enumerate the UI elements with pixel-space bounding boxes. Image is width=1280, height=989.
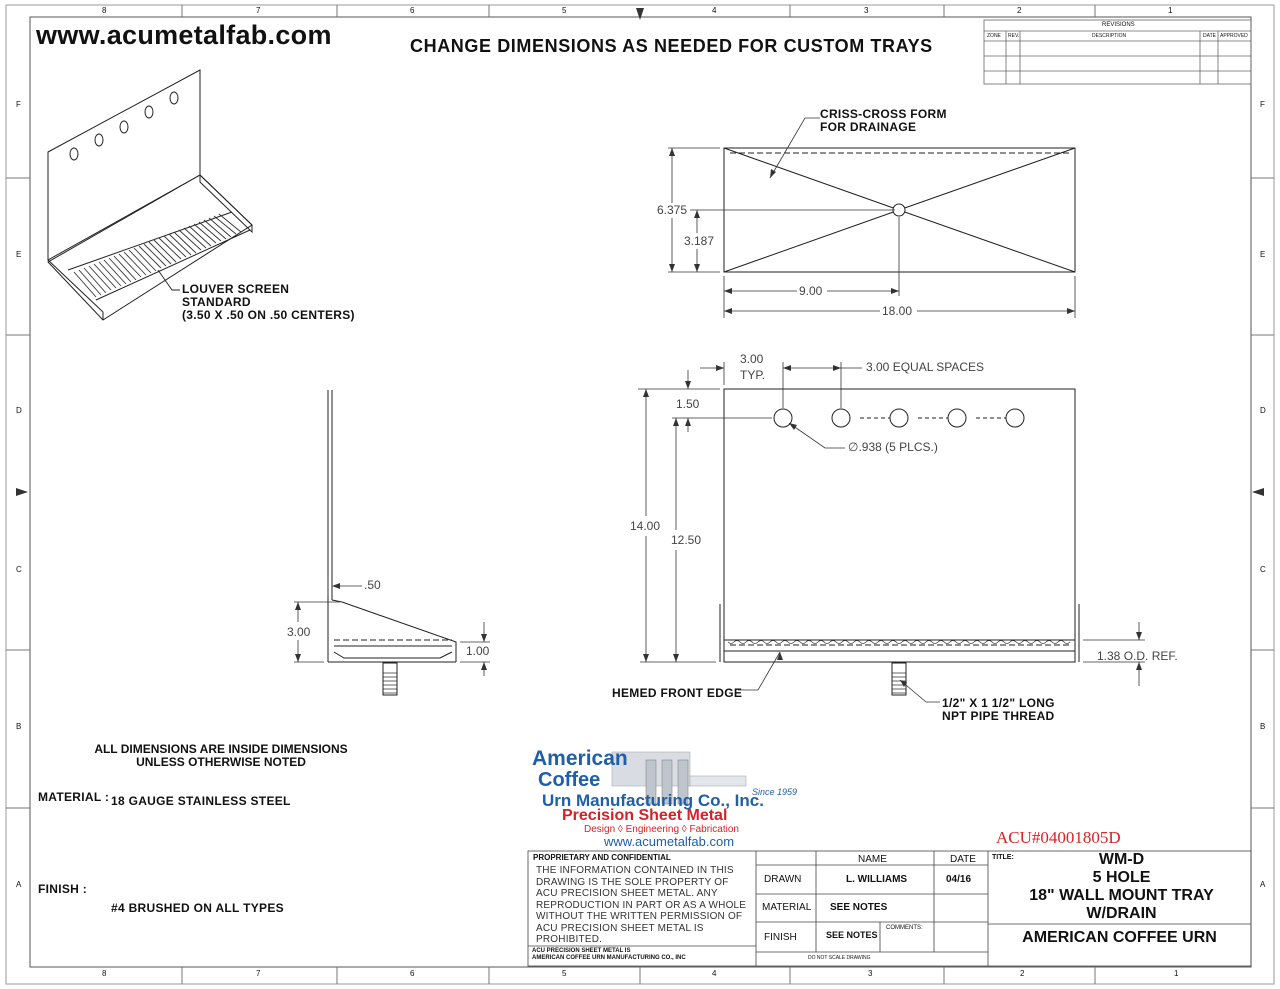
page-headline: CHANGE DIMENSIONS AS NEEDED FOR CUSTOM TRAYS [410, 36, 933, 56]
company-name: AMERICAN COFFEE URN [1022, 929, 1217, 946]
tb-finish-value: SEE NOTES [826, 930, 878, 940]
zone-col-6: 6 [410, 6, 415, 15]
zone-row-b: B [16, 722, 22, 731]
zone-row-c-right: C [1260, 565, 1266, 574]
louver-label-line1: LOUVER SCREEN [182, 282, 290, 296]
proprietary-line-6: ACU PRECISION SHEET METAL IS [536, 922, 704, 934]
finish-label: FINISH : [38, 882, 88, 896]
website-heading: www.acumetalfab.com [36, 20, 332, 50]
date-header: DATE [950, 854, 976, 865]
zone-col-5: 5 [562, 6, 567, 15]
louver-label-line3: (3.50 X .50 ON .50 CENTERS) [182, 308, 355, 322]
dim-front-300: 3.00 [740, 352, 764, 366]
proprietary-text [536, 865, 746, 946]
rev-header-approved: APPROVED [1220, 33, 1248, 39]
zone-col-4: 4 [712, 6, 717, 15]
dim-6375: 6.375 [657, 203, 688, 217]
zone-col-6-bottom: 6 [410, 969, 415, 978]
logo-since: Since 1959 [752, 787, 798, 797]
title-line-2: 5 HOLE [1092, 869, 1151, 886]
drawing-title [992, 851, 1251, 923]
pipe-thread-line2: NPT PIPE THREAD [942, 709, 1055, 723]
tb-material-value: SEE NOTES [830, 902, 888, 913]
logo-url: www.acumetalfab.com [604, 834, 735, 849]
drawn-label: DRAWN [764, 874, 802, 885]
name-header: NAME [858, 854, 887, 865]
louver-label-line2: STANDARD [182, 295, 251, 309]
zone-col-2-bottom: 2 [1020, 969, 1025, 978]
dim-front-spacing: 3.00 EQUAL SPACES [866, 360, 985, 374]
dim-side-300: 3.00 [287, 625, 311, 639]
dim-900: 9.00 [799, 284, 823, 298]
revisions-title: REVISIONS [1102, 22, 1135, 28]
drawn-date: 04/16 [946, 874, 972, 885]
finish-value: #4 BRUSHED ON ALL TYPES [111, 901, 284, 915]
title-line-3: 18" WALL MOUNT TRAY [1029, 887, 1214, 904]
proprietary-line-5: WITHOUT THE WRITTEN PERMISSION OF [536, 911, 743, 922]
inside-dims-line2: UNLESS OTHERWISE NOTED [136, 755, 306, 769]
zone-row-f: F [16, 100, 21, 109]
pipe-thread-line1: 1/2" X 1 1/2" LONG [942, 696, 1055, 710]
rev-header-date: DATE [1203, 33, 1216, 39]
tb-finish-label: FINISH [764, 932, 797, 943]
zone-row-a-right: A [1260, 880, 1266, 889]
dim-side-100: 1.00 [466, 644, 490, 658]
dim-3187: 3.187 [684, 234, 715, 248]
title-line-1: WM-D [1098, 851, 1145, 868]
zone-row-d-right: D [1260, 406, 1266, 415]
proprietary-line-4: REPRODUCTION IN PART OR AS A WHOLE [536, 899, 747, 911]
dim-side-050: .50 [364, 578, 381, 592]
company-small-1: ACU PRECISION SHEET METAL IS [532, 948, 631, 954]
title-label: TITLE: [992, 854, 1014, 861]
material-value: 18 GAUGE STAINLESS STEEL [111, 794, 291, 808]
criss-cross-line1: CRISS-CROSS FORM [820, 107, 947, 121]
proprietary-line-1: THE INFORMATION CONTAINED IN THIS [536, 865, 734, 876]
proprietary-line-3: ACU PRECISION SHEET METAL. ANY [536, 888, 718, 899]
proprietary-title: PROPRIETARY AND CONFIDENTIAL [533, 853, 671, 862]
proprietary-line-7: PROHIBITED. [536, 934, 603, 945]
inside-dims-line1: ALL DIMENSIONS ARE INSIDE DIMENSIONS [94, 742, 348, 756]
top-view-arrows [669, 148, 1075, 314]
revisions-table-grid [984, 20, 1251, 84]
center-arrow-top [636, 8, 644, 20]
zone-col-5-bottom: 5 [562, 969, 567, 978]
side-view [328, 390, 456, 695]
title-line-4: W/DRAIN [1086, 905, 1157, 922]
criss-cross-note [820, 108, 947, 134]
rev-header-zone: ZONE [987, 33, 1001, 39]
rev-header-description: DESCRIPTION [1092, 33, 1127, 39]
rev-header-rev: REV. [1008, 33, 1020, 39]
dim-1800: 18.00 [882, 304, 913, 318]
zone-row-e: E [16, 250, 22, 259]
zone-col-8: 8 [102, 6, 107, 15]
zone-col-7: 7 [256, 6, 261, 15]
zone-col-3: 3 [864, 6, 869, 15]
company-small-2: AMERICAN COFFEE URN MANUFACTURING CO., INC [532, 955, 686, 961]
zone-col-2: 2 [1017, 6, 1022, 15]
logo-psm: Precision Sheet Metal [562, 807, 728, 824]
zone-row-b-right: B [1260, 722, 1266, 731]
zone-col-3-bottom: 3 [868, 969, 873, 978]
hemmed-edge-label: HEMED FRONT EDGE [612, 686, 743, 700]
comments-label: COMMENTS: [886, 925, 923, 931]
front-view-arrows [643, 365, 1142, 687]
tb-material-label: MATERIAL [762, 902, 812, 913]
zone-row-d: D [16, 406, 22, 415]
do-not-scale: DO NOT SCALE DRAWING [808, 955, 871, 961]
zone-col-4-bottom: 4 [712, 969, 717, 978]
zone-col-1: 1 [1168, 6, 1173, 15]
dim-front-typ: TYP. [740, 368, 766, 382]
criss-cross-line2: FOR DRAINAGE [820, 120, 917, 134]
zone-col-7-bottom: 7 [256, 969, 261, 978]
center-arrow-right [1252, 488, 1264, 496]
logo-tagline: Design ◊ Engineering ◊ Fabrication [584, 824, 739, 835]
pipe-thread-label [942, 697, 1055, 723]
dim-od-ref: 1.38 O.D. REF. [1097, 649, 1178, 663]
logo-american: American [532, 747, 628, 770]
dim-front-150: 1.50 [676, 397, 700, 411]
logo-urn-manufacturing: Urn Manufacturing Co., Inc. [542, 791, 764, 810]
zone-row-f-right: F [1260, 100, 1265, 109]
center-arrow-left [16, 488, 28, 496]
front-view [720, 389, 1079, 695]
zone-row-e-right: E [1260, 250, 1266, 259]
drawn-name: L. WILLIAMS [846, 874, 908, 885]
zone-col-8-bottom: 8 [102, 969, 107, 978]
zone-row-a: A [16, 880, 22, 889]
logo-coffee: Coffee [538, 769, 601, 791]
inside-dimensions-note [84, 743, 358, 769]
side-view-dims [294, 576, 490, 676]
zone-row-c: C [16, 565, 22, 574]
dim-front-1250: 12.50 [671, 533, 702, 547]
louver-screen-label [182, 283, 355, 322]
part-number: ACU#04001805D [996, 828, 1121, 847]
side-view-arrows [295, 583, 490, 670]
front-view-wave [728, 641, 1070, 644]
material-label: MATERIAL : [38, 790, 110, 804]
dim-front-1400: 14.00 [630, 519, 661, 533]
proprietary-line-2: DRAWING IS THE SOLE PROPERTY OF [536, 876, 729, 888]
zone-col-1-bottom: 1 [1174, 969, 1179, 978]
dim-hole-diameter: ∅.938 (5 PLCS.) [848, 440, 938, 454]
